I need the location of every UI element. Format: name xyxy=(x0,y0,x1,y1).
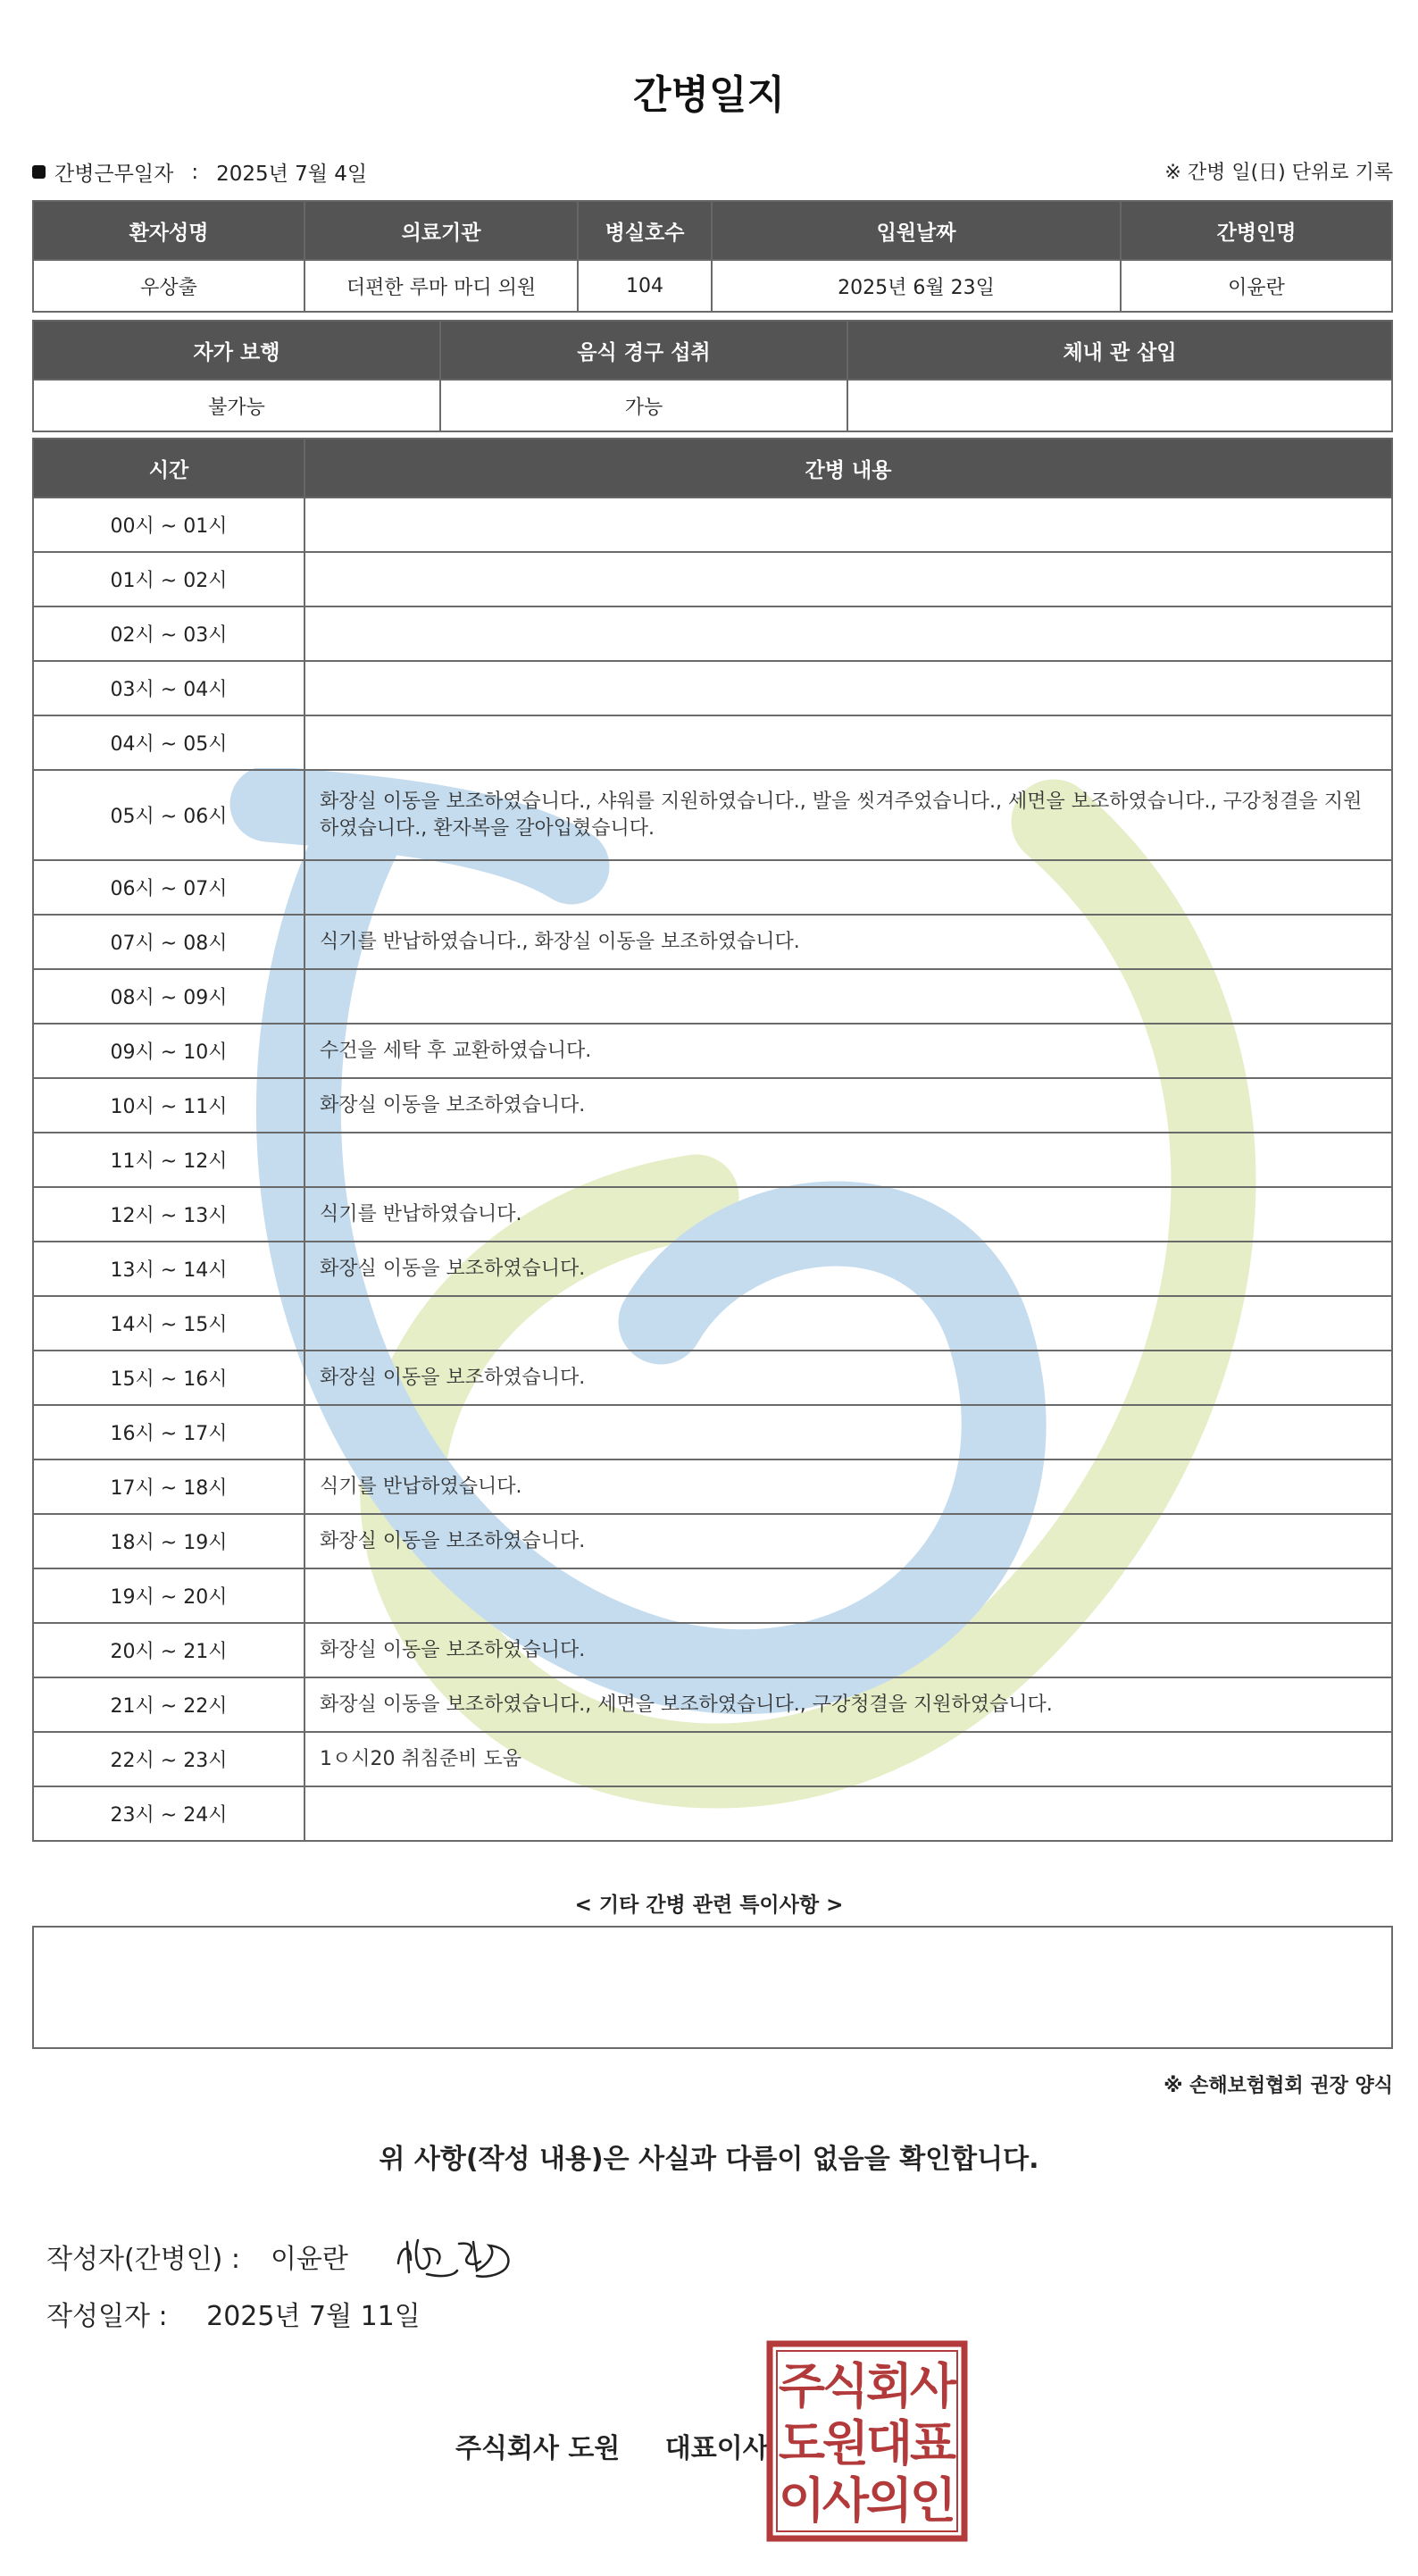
patient-header-row xyxy=(33,201,1392,260)
seal-character: 사 xyxy=(909,2358,957,2414)
status-value-row xyxy=(33,380,1392,431)
log-time: 12시 ~ 13시 xyxy=(33,1187,304,1242)
bullet-icon xyxy=(32,165,46,179)
log-row xyxy=(33,1786,1392,1841)
work-date xyxy=(32,157,367,187)
notes-box xyxy=(32,1926,1393,2049)
header-tube-insertion: 체내 관 삽입 xyxy=(847,321,1392,380)
log-body xyxy=(33,498,1392,1841)
insurance-note: ※ 손해보험협회 권장 양식 xyxy=(1164,2075,1393,2097)
header-patient-name: 환자성명 xyxy=(33,201,304,260)
work-date-colon: : xyxy=(191,160,199,184)
seal-character: 원 xyxy=(822,2415,870,2471)
seal-character: 인 xyxy=(909,2472,957,2529)
log-content xyxy=(304,606,1392,661)
log-content: 식기를 반납하였습니다. xyxy=(304,1459,1392,1514)
log-row xyxy=(33,1732,1392,1786)
log-row xyxy=(33,661,1392,715)
log-content: 1ㅇ시20 취침준비 도움 xyxy=(304,1732,1392,1786)
log-time: 15시 ~ 16시 xyxy=(33,1351,304,1405)
signature-image xyxy=(391,2228,525,2285)
care-log-table xyxy=(32,438,1393,1842)
log-content xyxy=(304,1296,1392,1351)
log-row xyxy=(33,1514,1392,1568)
log-content: 화장실 이동을 보조하였습니다., 세면을 보조하였습니다., 구강청결을 지원하였습니다. xyxy=(304,1677,1392,1732)
log-content: 식기를 반납하였습니다. xyxy=(304,1187,1392,1242)
log-content xyxy=(304,1568,1392,1623)
work-date-value: 2025년 7월 4일 xyxy=(216,163,368,186)
log-time: 14시 ~ 15시 xyxy=(33,1296,304,1351)
status-table xyxy=(32,320,1393,432)
status-header-row xyxy=(33,321,1392,380)
header-self-walking: 자가 보행 xyxy=(33,321,440,380)
log-content xyxy=(304,552,1392,606)
work-date-label: 간병근무일자 xyxy=(54,163,174,186)
log-row xyxy=(33,1296,1392,1351)
log-content xyxy=(304,969,1392,1024)
log-time: 03시 ~ 04시 xyxy=(33,661,304,715)
page-title: 간병일지 xyxy=(632,72,785,118)
self-walking: 불가능 xyxy=(33,380,440,431)
patient-value-row xyxy=(33,260,1392,312)
log-row xyxy=(33,606,1392,661)
log-time: 08시 ~ 09시 xyxy=(33,969,304,1024)
log-row xyxy=(33,552,1392,606)
log-time: 17시 ~ 18시 xyxy=(33,1459,304,1514)
log-content xyxy=(304,1786,1392,1841)
seal-character: 표 xyxy=(909,2415,957,2471)
log-row xyxy=(33,1187,1392,1242)
log-content xyxy=(304,498,1392,552)
log-row xyxy=(33,1405,1392,1459)
seal-character: 도 xyxy=(778,2415,826,2471)
patient-name: 우상출 xyxy=(33,260,304,312)
patient-table xyxy=(32,200,1393,313)
log-content xyxy=(304,661,1392,715)
seal-character: 대 xyxy=(865,2415,913,2471)
company-name: 주식회사 도원 xyxy=(455,2433,621,2464)
log-row xyxy=(33,770,1392,860)
log-time: 10시 ~ 11시 xyxy=(33,1078,304,1133)
log-row xyxy=(33,1459,1392,1514)
log-content: 화장실 이동을 보조하였습니다. xyxy=(304,1242,1392,1296)
log-row xyxy=(33,1623,1392,1677)
log-row xyxy=(33,1677,1392,1732)
log-time: 21시 ~ 22시 xyxy=(33,1677,304,1732)
log-time: 07시 ~ 08시 xyxy=(33,915,304,969)
log-time: 23시 ~ 24시 xyxy=(33,1786,304,1841)
log-content xyxy=(304,715,1392,770)
seal-character: 의 xyxy=(865,2472,913,2529)
log-row xyxy=(33,1024,1392,1078)
log-content: 식기를 반납하였습니다., 화장실 이동을 보조하였습니다. xyxy=(304,915,1392,969)
log-row xyxy=(33,715,1392,770)
log-time: 06시 ~ 07시 xyxy=(33,860,304,915)
header-caregiver: 간병인명 xyxy=(1121,201,1392,260)
header-oral-intake: 음식 경구 섭취 xyxy=(440,321,847,380)
written-date-label: 작성일자 : xyxy=(46,2301,168,2332)
log-time: 20시 ~ 21시 xyxy=(33,1623,304,1677)
log-time: 18시 ~ 19시 xyxy=(33,1514,304,1568)
log-content: 화장실 이동을 보조하였습니다. xyxy=(304,1514,1392,1568)
admission-date: 2025년 6월 23일 xyxy=(712,260,1121,312)
log-content: 수건을 세탁 후 교환하였습니다. xyxy=(304,1024,1392,1078)
company-seal-stamp xyxy=(766,2340,968,2542)
seal-character: 주 xyxy=(778,2358,826,2414)
log-row xyxy=(33,1078,1392,1133)
company-line xyxy=(455,2426,769,2465)
log-content: 화장실 이동을 보조하였습니다. xyxy=(304,1078,1392,1133)
log-row xyxy=(33,1568,1392,1623)
log-time: 13시 ~ 14시 xyxy=(33,1242,304,1296)
header-care-content: 간병 내용 xyxy=(304,439,1392,498)
log-time: 04시 ~ 05시 xyxy=(33,715,304,770)
confirm-statement: 위 사항(작성 내용)은 사실과 다름이 없음을 확인합니다. xyxy=(379,2144,1039,2175)
log-row xyxy=(33,1351,1392,1405)
author-name: 이윤란 xyxy=(270,2244,348,2275)
log-time: 01시 ~ 02시 xyxy=(33,552,304,606)
author-label: 작성자(간병인) : xyxy=(46,2244,240,2275)
header-room: 병실호수 xyxy=(578,201,712,260)
written-date-value: 2025년 7월 11일 xyxy=(206,2301,421,2332)
log-content xyxy=(304,1133,1392,1187)
author-line xyxy=(46,2228,525,2285)
log-time: 22시 ~ 23시 xyxy=(33,1732,304,1786)
log-row xyxy=(33,915,1392,969)
header-admission-date: 입원날짜 xyxy=(712,201,1121,260)
seal-character: 회 xyxy=(865,2358,913,2414)
written-date-line xyxy=(46,2294,421,2333)
log-time: 00시 ~ 01시 xyxy=(33,498,304,552)
caregiver-name: 이윤란 xyxy=(1121,260,1392,312)
log-time: 09시 ~ 10시 xyxy=(33,1024,304,1078)
log-row xyxy=(33,498,1392,552)
log-time: 19시 ~ 20시 xyxy=(33,1568,304,1623)
header-time: 시간 xyxy=(33,439,304,498)
log-row xyxy=(33,860,1392,915)
notes-title: < 기타 간병 관련 특이사항 > xyxy=(574,1894,844,1917)
log-content: 화장실 이동을 보조하였습니다. xyxy=(304,1351,1392,1405)
seal-character: 식 xyxy=(822,2358,870,2414)
tube-insertion xyxy=(847,380,1392,431)
log-header-row xyxy=(33,439,1392,498)
log-content xyxy=(304,1405,1392,1459)
unit-note: ※ 간병 일(日) 단위로 기록 xyxy=(1164,162,1393,184)
log-time: 11시 ~ 12시 xyxy=(33,1133,304,1187)
oral-intake: 가능 xyxy=(440,380,847,431)
log-content xyxy=(304,860,1392,915)
company-ceo: 대표이사 xyxy=(664,2433,769,2464)
seal-character: 사 xyxy=(822,2472,870,2529)
log-row xyxy=(33,1133,1392,1187)
log-row xyxy=(33,1242,1392,1296)
log-content: 화장실 이동을 보조하였습니다., 샤워를 지원하였습니다., 발을 씻겨주었습니다., 세면을 보조하였습니다., 구강청결을 지원하였습니다., 환자복을 갈아입혔습니다. xyxy=(304,770,1392,860)
log-time: 16시 ~ 17시 xyxy=(33,1405,304,1459)
hospital: 더편한 루마 마디 의원 xyxy=(304,260,578,312)
log-time: 02시 ~ 03시 xyxy=(33,606,304,661)
seal-character: 이 xyxy=(778,2472,826,2529)
header-hospital: 의료기관 xyxy=(304,201,578,260)
room-number: 104 xyxy=(578,260,712,312)
log-content: 화장실 이동을 보조하였습니다. xyxy=(304,1623,1392,1677)
log-row xyxy=(33,969,1392,1024)
log-time: 05시 ~ 06시 xyxy=(33,770,304,860)
